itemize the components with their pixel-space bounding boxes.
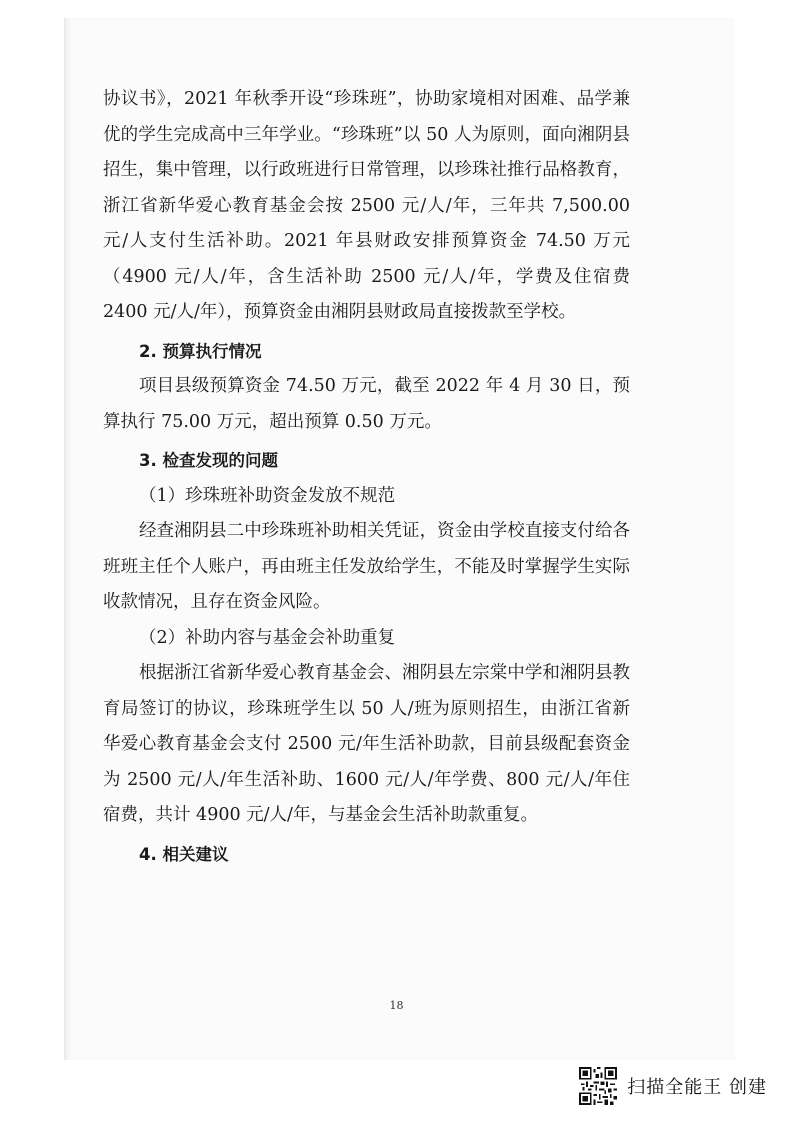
heading-budget-execution: 2. 预算执行情况 xyxy=(139,341,262,361)
qr-code-icon xyxy=(579,1067,617,1105)
paragraph-budget-execution: 项目县级预算资金 74.50 万元，截至 2022 年 4 月 30 日，预算执行 75.00 万元，超出预算 0.50 万元。 xyxy=(103,376,630,432)
scanner-watermark xyxy=(579,1064,767,1108)
heading-issues-found: 3. 检查发现的问题 xyxy=(139,451,278,470)
paragraph-agreement: 协议书》，2021 年秋季开设“珍珠班”，协助家境相对困难、品学兼优的学生完成高中三年学业。“珍珠班”以 50 人为原则，面向湘阴县招生，集中管理，以行政班进行日常管理，以珍珠社推行品格教育，浙江省新华爱心教育基金会按 2500 元/人/年，三年共 7,500.00 元/人支付生活补助。2021 年县财政安排预算资金 74.50 万元（4900 元/人/年，含生活补助 2500 元/人/年，学费及住宿费 2400 元/人/年），预算资金由湘阴县财政局直接拨款至学校。 xyxy=(103,89,630,322)
subheading-issue-1: （1）珍珠班补助资金发放不规范 xyxy=(139,485,396,506)
subheading-issue-2: （2）补助内容与基金会补助重复 xyxy=(139,627,396,648)
paragraph-issue-2: 根据浙江省新华爱心教育基金会、湘阴县左宗棠中学和湘阴县教育局签订的协议，珍珠班学生以 50 人/班为原则招生，由浙江省新华爱心教育基金会支付 2500 元/年生活补助款，目前县级配套资金为 2500 元/人/年生活补助、1600 元/人/年学费、800 元/人/年住宿费，共计 4900 元/人/年，与基金会生活补助款重复。 xyxy=(103,663,630,825)
heading-recommendations: 4. 相关建议 xyxy=(139,844,229,864)
watermark-text: 扫描全能王 创建 xyxy=(627,1077,767,1098)
paragraph-issue-1: 经查湘阴县二中珍珠班补助相关凭证，资金由学校直接支付给各班班主任个人账户，再由班主任发放给学生，不能及时掌握学生实际收款情况，且存在资金风险。 xyxy=(103,521,630,612)
document-body xyxy=(103,82,630,872)
page-number: 18 xyxy=(389,999,404,1012)
